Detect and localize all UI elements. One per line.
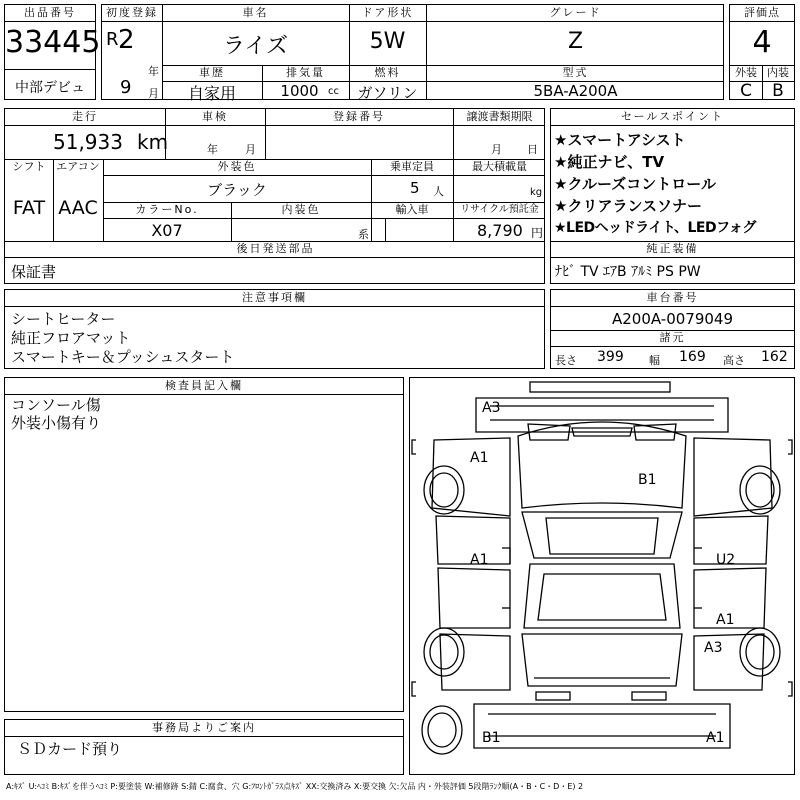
first-reg-label: 初度登録: [106, 6, 158, 19]
color-label: 外装色: [217, 160, 257, 173]
later-parts: 保証書: [11, 263, 57, 281]
capacity: 5: [410, 179, 420, 197]
note-line: 純正フロアマット: [11, 329, 131, 347]
color-no: X07: [151, 221, 183, 240]
int-color-label: 内装色: [281, 203, 321, 216]
model: 5BA-A200A: [533, 82, 618, 100]
car-diagram-svg: [410, 378, 794, 774]
damage-code-a1-right-rear: A1: [716, 612, 735, 628]
details-box: [4, 108, 545, 284]
reg-year: 2: [118, 25, 135, 55]
lot-number: 33445: [5, 25, 101, 60]
mileage: 51,933: [53, 130, 123, 154]
damage-code-b1-bottom: B1: [482, 730, 501, 746]
insp-year-unit: 年: [207, 143, 218, 156]
notes-label: 注意事項欄: [5, 290, 544, 307]
sales-item: ★スマートアシスト: [554, 131, 686, 149]
damage-code-b1-roof: B1: [638, 472, 657, 488]
recycle: 8,790: [477, 221, 523, 240]
reg-number-label: 登録番号: [333, 110, 385, 123]
sales-item: ★クリアランスソナー: [554, 197, 702, 215]
height-label: 高さ: [723, 354, 745, 367]
exterior-label: 外装: [735, 66, 757, 79]
inspector-line: 外装小傷有り: [11, 414, 102, 432]
interior-label: 内装: [767, 66, 789, 79]
displacement: 1000: [280, 82, 319, 100]
debut-label: 中部デビュ: [15, 80, 85, 96]
office-label: 事務局よりご案内: [5, 720, 403, 737]
grade: Z: [567, 29, 584, 54]
office-note: ＳＤカード預り: [17, 740, 123, 758]
later-parts-label: 後日発送部品: [236, 242, 315, 255]
reg-month: 9: [120, 77, 132, 98]
office-box: [4, 719, 404, 775]
sales-item: ★LEDヘッドライト、LEDフォグ: [554, 220, 756, 236]
height: 162: [761, 349, 788, 365]
car-name: ライズ: [222, 34, 289, 59]
legend-footer: A:ｷｽﾞ U:ﾍｺﾐ B:ｷｽﾞを伴うﾍｺﾐ P:要塗装 W:補修跡 S:錆 C:腐食、穴 G:ﾌﾛﾝﾄｶﾞﾗｽ点ｷｽﾞ XX:交換済み X:要交換 欠:欠品 内・外装評価 5段階ﾗﾝｸ順(A・B・C・D・E) 2: [6, 782, 584, 791]
capacity-label: 乗車定員: [390, 160, 434, 173]
history-label: 車歴: [199, 66, 225, 79]
interior-grade: B: [772, 81, 784, 101]
ac-label: エアコン: [56, 160, 100, 173]
shift: FAT: [12, 197, 46, 219]
chassis-box: [550, 289, 795, 369]
ac: AAC: [58, 197, 98, 219]
displacement-unit: cc: [328, 86, 339, 97]
sales-item: ★クルーズコントロール: [554, 175, 716, 193]
load-label: 最大積載量: [472, 160, 527, 173]
int-color-unit: 系: [358, 228, 369, 241]
sales-label: セールスポイント: [551, 109, 794, 126]
fuel-label: 燃料: [374, 66, 401, 79]
length: 399: [597, 349, 624, 365]
equipment: ﾅﾋﾞ TV ｴｱB ｱﾙﾐ PS PW: [555, 264, 701, 280]
history: 自家用: [187, 84, 236, 103]
door-label: ドア形状: [361, 6, 414, 19]
insp-month-unit: 月: [245, 143, 256, 156]
lot-box: [4, 4, 101, 100]
exterior-grade: C: [740, 81, 752, 101]
grade-label: グレード: [549, 6, 602, 19]
mileage-label: 走行: [72, 110, 98, 123]
color-no-label: カラーNo.: [135, 203, 199, 216]
score: 4: [752, 25, 772, 60]
note-line: シートヒーター: [11, 310, 116, 328]
inspector-line: コンソール傷: [11, 396, 101, 414]
lot-label: 出品番号: [5, 5, 95, 22]
era-letter: R: [106, 29, 119, 50]
sales-point-box: [550, 108, 795, 284]
fuel: ガソリン: [357, 84, 418, 102]
note-line: スマートキー＆プッシュスタート: [11, 348, 235, 366]
score-label: 評価点: [730, 5, 794, 22]
damage-diagram: [409, 377, 795, 775]
width-label: 幅: [649, 354, 660, 367]
recycle-unit: 円: [531, 226, 544, 240]
vehicle-info-box: [101, 4, 724, 103]
damage-code-u2-right: U2: [716, 552, 736, 568]
damage-code-a1-left-front: A1: [470, 450, 489, 466]
score-box: [729, 4, 795, 100]
displacement-label: 排気量: [286, 66, 325, 79]
length-label: 長さ: [555, 354, 577, 367]
model-label: 型式: [562, 66, 589, 79]
car-name-label: 車名: [242, 6, 269, 19]
mileage-unit: km: [137, 130, 169, 154]
dims-label: 諸元: [659, 331, 686, 344]
transfer-label: 譲渡書類期限: [466, 110, 533, 123]
recycle-label: リサイクル預託金: [460, 204, 539, 215]
width: 169: [679, 349, 706, 365]
damage-code-a1-left-mid: A1: [470, 552, 489, 568]
damage-code-a1-bottom: A1: [706, 730, 725, 746]
inspection-label: 車検: [202, 110, 228, 123]
transfer-day-unit: 日: [527, 143, 538, 156]
load-unit: kg: [530, 187, 543, 198]
inspector-label: 検査員記入欄: [5, 378, 403, 395]
damage-code-a3-top: A3: [482, 400, 501, 416]
door-type: 5W: [369, 29, 406, 54]
capacity-unit: 人: [433, 185, 444, 198]
import-label: 輸入車: [395, 203, 429, 216]
chassis-label: 車台番号: [551, 290, 794, 307]
equipment-label: 純正装備: [646, 242, 699, 255]
shift-label: シフト: [12, 160, 46, 173]
month-unit: 月: [148, 87, 159, 100]
chassis-number: A200A-0079049: [611, 310, 734, 328]
inspector-box: [4, 377, 404, 712]
notes-box: [4, 289, 545, 369]
sales-item: ★純正ナビ、TV: [554, 153, 665, 171]
transfer-month-unit: 月: [491, 143, 502, 156]
exterior-color: ブラック: [207, 181, 267, 199]
damage-code-a3-right-rear: A3: [704, 640, 723, 656]
year-unit: 年: [148, 65, 159, 78]
